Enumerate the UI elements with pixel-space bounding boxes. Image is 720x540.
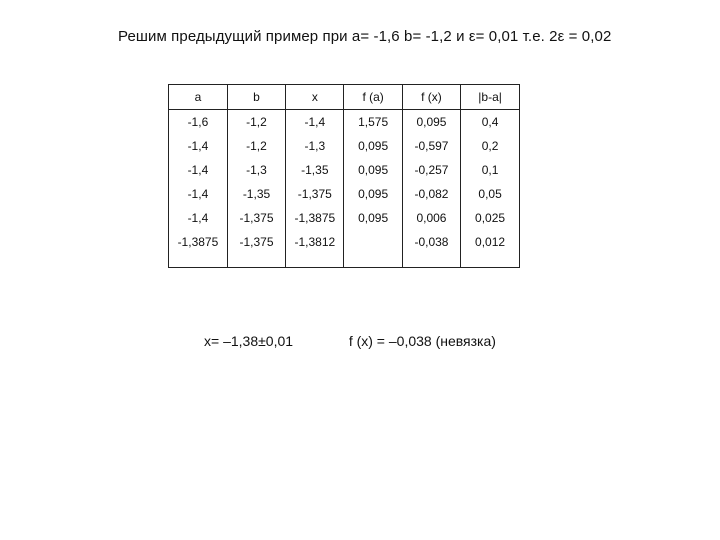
cell-fx: 0,095 (402, 110, 460, 135)
cell-fx: -0,257 (402, 158, 460, 182)
cell-x: -1,3 (286, 134, 344, 158)
cell-interval-length: 0,012 (461, 230, 519, 254)
cell-fa: 0,095 (344, 206, 402, 230)
cell-fa: 1,575 (344, 110, 402, 135)
table-row (169, 110, 519, 135)
bisection-table-grid (169, 85, 519, 267)
cell-b: -1,2 (227, 110, 285, 135)
cell-fx: -0,082 (402, 182, 460, 206)
cell-x: -1,4 (286, 110, 344, 135)
result-line (204, 333, 496, 349)
cell-b: -1,2 (227, 134, 285, 158)
cell-fa (344, 230, 402, 254)
cell-a: -1,3875 (177, 235, 219, 249)
table-row (169, 230, 519, 254)
root-estimate: x= –1,38±0,01 (204, 333, 294, 349)
cell-interval-length: 0,05 (461, 182, 519, 206)
cell-x: -1,375 (286, 182, 344, 206)
header-fx: f (x) (402, 85, 460, 110)
table-row (169, 158, 519, 182)
bisection-table (168, 84, 520, 268)
cell-interval-length: 0,2 (461, 134, 519, 158)
cell-fa: 0,095 (344, 182, 402, 206)
residual-value: f (x) = –0,038 (невязка) (348, 333, 496, 349)
cell-a: -1,4 (187, 211, 209, 225)
cell-a: -1,6 (187, 115, 209, 129)
header-a: a (169, 85, 227, 110)
cell-a: -1,4 (187, 187, 209, 201)
cell-fx: 0,006 (402, 206, 460, 230)
cell-fa: 0,095 (344, 158, 402, 182)
table-row (169, 134, 519, 158)
table-filler-row (169, 254, 519, 267)
cell-fx: -0,597 (402, 134, 460, 158)
cell-x: -1,3812 (286, 230, 344, 254)
cell-b: -1,375 (227, 230, 285, 254)
cell-fa: 0,095 (344, 134, 402, 158)
header-interval-length: |b-a| (461, 85, 519, 110)
header-x: x (286, 85, 344, 110)
header-fa: f (a) (344, 85, 402, 110)
cell-fx: -0,038 (402, 230, 460, 254)
table-row (169, 206, 519, 230)
cell-interval-length: 0,4 (461, 110, 519, 135)
cell-b: -1,3 (227, 158, 285, 182)
table-header-row (169, 85, 519, 110)
cell-x: -1,3875 (286, 206, 344, 230)
cell-b: -1,35 (227, 182, 285, 206)
page-title: Решим предыдущий пример при a= -1,6 b= -1,2 и ε= 0,01 т.е. 2ε = 0,02 (118, 28, 612, 45)
cell-a: -1,4 (187, 139, 209, 153)
cell-interval-length: 0,025 (461, 206, 519, 230)
cell-interval-length: 0,1 (461, 158, 519, 182)
table-row (169, 182, 519, 206)
cell-b: -1,375 (227, 206, 285, 230)
header-b: b (227, 85, 285, 110)
cell-x: -1,35 (286, 158, 344, 182)
cell-a: -1,4 (187, 163, 209, 177)
